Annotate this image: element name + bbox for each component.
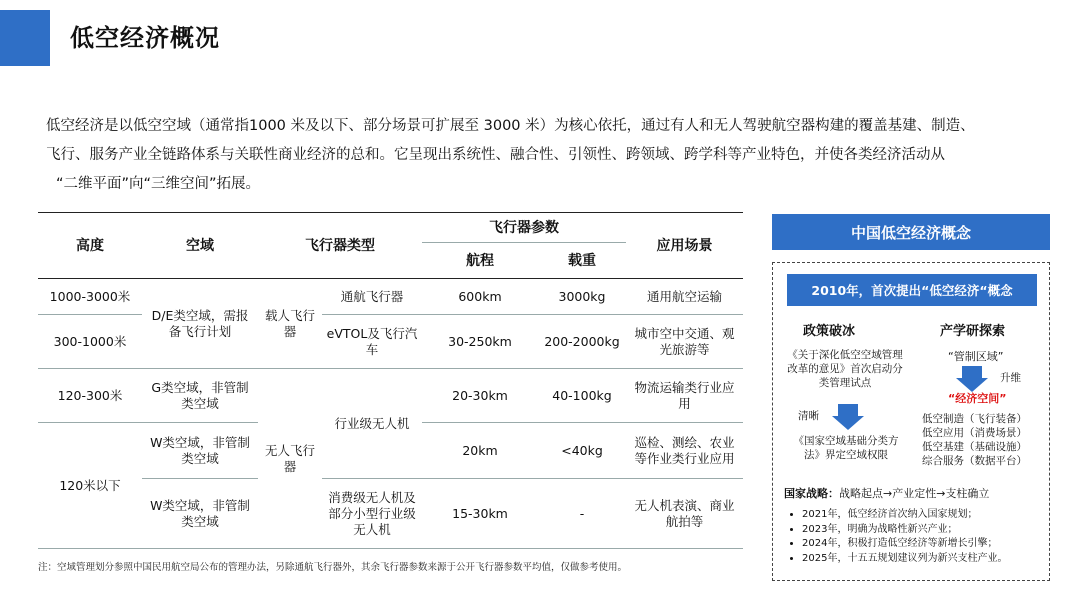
header-scenario: 应用场景 — [626, 213, 743, 279]
cell-category: 无人飞行器 — [258, 369, 322, 549]
cell-payload: 40-100kg — [538, 369, 626, 423]
cell-airspace: W类空域，非管制类空域 — [142, 423, 258, 479]
header-params: 飞行器参数 — [489, 219, 559, 236]
cell-range: 20km — [422, 423, 538, 479]
right-list-item: 低空应用（消费场景） — [922, 427, 1027, 439]
panel-origin-bar: 2010年，首次提出“低空经济“概念 — [787, 274, 1037, 306]
intro-line-2: 飞行、服务产业全链路体系与关联性商业经济的总和。它呈现出系统性、融合性、引领性、跨领域、跨学科等产业特色，并使各类经济活动从 — [46, 147, 945, 163]
cell-type: eVTOL及飞行汽车 — [322, 315, 422, 369]
panel-header: 中国低空经济概念 — [772, 214, 1050, 250]
right-list-item: 综合服务（数据平台） — [922, 455, 1027, 467]
intro-line-1: 低空经济是以低空空域（通常指1000 米及以下、部分场景可扩展至 3000 米）为核心依托，通过有人和无人驾驶航空器构建的覆盖基建、制造、 — [46, 118, 975, 134]
cell-scenario: 城市空中交通、观光旅游等 — [626, 315, 743, 369]
cell-height: 120米以下 — [38, 423, 142, 549]
cell-airspace: D/E类空域，需报备飞行计划 — [142, 279, 258, 369]
event-item: • 2024年，积极打造低空经济等新增长引擎； — [802, 537, 1044, 552]
event-item: • 2021年，低空经济首次纳入国家规划； — [802, 508, 1044, 523]
cell-scenario: 通用航空运输 — [626, 279, 743, 315]
header-range: 航程 — [422, 243, 538, 279]
right-down-arrow-icon — [956, 378, 988, 392]
title-accent-block — [0, 10, 50, 66]
left-text-1: 《关于深化低空空域管理改革的意见》首次启动分类管理试点 — [787, 349, 903, 389]
cell-type: 行业级无人机 — [322, 369, 422, 479]
cell-scenario: 无人机表演、商业航拍等 — [626, 479, 743, 549]
right-list — [922, 412, 1027, 468]
cell-airspace: G类空域，非管制类空域 — [142, 369, 258, 423]
right-arrow-stem — [962, 366, 982, 378]
cell-range: 30-250km — [422, 315, 538, 369]
right-arrow-label: 升维 — [1000, 372, 1021, 384]
cell-payload: 200-2000kg — [538, 315, 626, 369]
cell-type: 通航飞行器 — [322, 279, 422, 315]
cell-range: 600km — [422, 279, 538, 315]
cell-range: 15-30km — [422, 479, 538, 549]
left-arrow-label: 清晰 — [798, 410, 819, 422]
header-aircraft-type: 飞行器类型 — [258, 213, 422, 279]
cell-height: 300-1000米 — [38, 315, 142, 369]
cell-range: 20-30km — [422, 369, 538, 423]
events-list — [788, 508, 1044, 566]
right-red-text: “经济空间” — [948, 392, 1007, 405]
cell-scenario: 物流运输类行业应用 — [626, 369, 743, 423]
cell-height: 1000-3000米 — [38, 279, 142, 315]
cell-payload: 3000kg — [538, 279, 626, 315]
header-height: 高度 — [38, 213, 142, 279]
cell-type: 消费级无人机及部分小型行业级无人机 — [322, 479, 422, 549]
right-list-item: 低空制造（飞行装备） — [922, 413, 1027, 425]
left-down-arrow-icon — [832, 416, 864, 430]
header-payload: 载重 — [538, 243, 626, 279]
intro-line-3: “二维平面”向“三维空间”拓展。 — [56, 176, 261, 192]
page-title: 低空经济概况 — [70, 24, 220, 52]
event-item: • 2025年，十五五规划建议列为新兴支柱产业。 — [802, 552, 1044, 567]
cell-airspace: W类空域，非管制类空域 — [142, 479, 258, 549]
event-item: • 2023年，明确为战略性新兴产业； — [802, 523, 1044, 538]
strategy-line — [784, 485, 989, 501]
left-column-title: 政策破冰 — [803, 324, 856, 339]
airspace-table — [38, 212, 743, 549]
cell-scenario: 巡检、测绘、农业等作业类行业应用 — [626, 423, 743, 479]
cell-height: 120-300米 — [38, 369, 142, 423]
table-note: 注：空域管理划分参照中国民用航空局公布的管理办法，另除通航飞行器外，其余飞行器参数来源于公开飞行器参数平均值，仅做参考使用。 — [38, 562, 628, 573]
strategy-label: 国家战略： — [784, 487, 839, 500]
cell-category: 载人飞行器 — [258, 279, 322, 369]
right-list-item: 低空基建（基础设施） — [922, 441, 1027, 453]
left-text-2: 《国家空域基础分类方法》界定空域权限 — [793, 435, 899, 461]
right-text-1: “管制区域” — [948, 350, 1004, 363]
cell-payload: - — [538, 479, 626, 549]
right-column-title: 产学研探索 — [940, 324, 1006, 339]
intro-paragraph — [46, 112, 1056, 199]
cell-payload: <40kg — [538, 423, 626, 479]
strategy-text: 战略起点→产业定性→支柱确立 — [839, 487, 990, 500]
left-arrow-stem — [838, 404, 858, 416]
header-airspace: 空域 — [142, 213, 258, 279]
